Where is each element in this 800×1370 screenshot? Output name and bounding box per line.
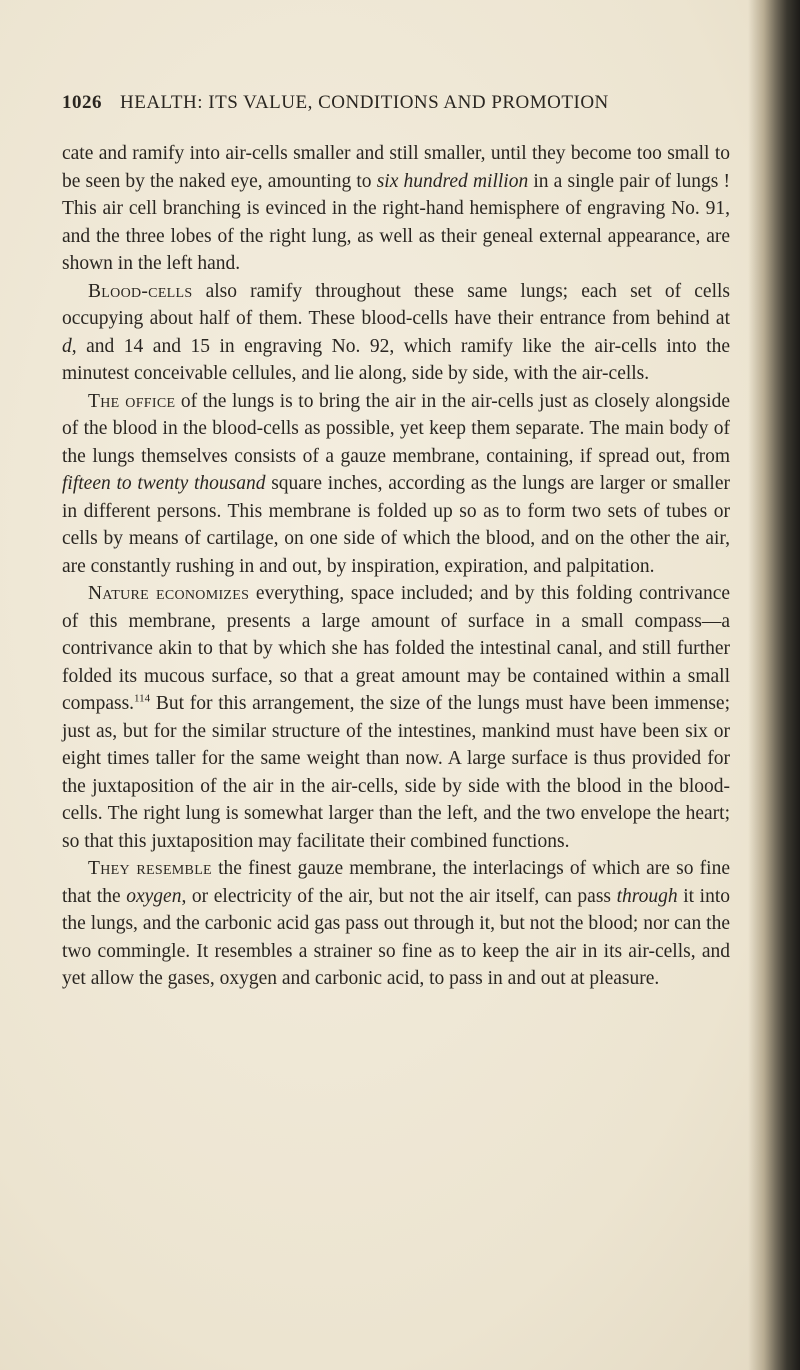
text-run-italic: six hundred million xyxy=(376,170,529,192)
footnote-reference: 114 xyxy=(134,692,151,705)
body-text xyxy=(62,140,730,993)
paragraph-5 xyxy=(62,855,730,993)
text-run: everything, space included; and by this folding contrivance of this membrane, presents a large amount of surface in a small compass—a contrivance akin to that by which she has folded the intestinal canal, and still further folded its mucous surface, so that a great amount may be contained within a small compass. xyxy=(62,583,730,714)
paragraph-lead-smallcaps: Blood-cells xyxy=(88,280,193,302)
page-binding-shadow xyxy=(748,0,800,1370)
text-run: it into the lungs, and the carbonic acid gas pass out through it, but not the blood; nor can the two commingle. It resembles a strainer so fine as to keep the air in its air-cells, and yet allow the gases, oxygen and carbonic acid, to pass in and out at pleasure. xyxy=(62,885,730,989)
paragraph-lead-smallcaps: The office xyxy=(88,390,176,412)
text-run-italic: oxygen xyxy=(126,885,182,907)
paragraph-2 xyxy=(62,278,730,388)
text-run: cate xyxy=(62,143,94,164)
page-number: 1026 xyxy=(62,92,102,113)
running-title: HEALTH: ITS VALUE, CONDITIONS AND PROMOTION xyxy=(120,92,609,113)
text-run-italic: fifteen to twenty thousand xyxy=(62,473,266,494)
text-run: But for this arrangement, the size of the lungs must have been immense; just as, but for the similar structure of the intestines, mankind must have been six or eight times taller for the same weight than now. A large surface is thus provided for the juxtaposition of the air in the air-cells, side by side with the blood in the blood-cells. The right lung is somewhat larger than the left, and the two envelope the heart; so that this juxtaposition may facilitate their combined functions. xyxy=(62,693,730,852)
paragraph-3 xyxy=(62,388,730,581)
text-run: , or electricity of the air, but not the air itself, can pass xyxy=(181,885,617,907)
paragraph-1 xyxy=(62,140,730,278)
text-run-italic: d xyxy=(62,335,72,357)
text-run-italic: through xyxy=(616,885,678,907)
text-run: , and 14 and 15 in engraving No. 92, which ramify like the air-cells into the minutest conceivable cellules, and lie along, side by side, with the air-cells. xyxy=(62,335,730,384)
text-run: the finest gauze membrane, the interlacings of which are so fine that the xyxy=(62,858,730,907)
text-run: square inches, according as the lungs are larger or smaller in different persons. This membrane is folded up so as to form two sets of tubes or cells by means of cartilage, on one side of which the blood, and on the other the air, are constantly rushing in and out, by inspiration, expiration, and palpitation. xyxy=(62,473,730,577)
text-run: also ramify throughout these same lungs; each set of cells occupying about half of them. These blood-cells have their entrance from behind at xyxy=(62,280,730,329)
paragraph-lead-smallcaps: Nature economizes xyxy=(88,583,250,604)
paragraph-lead-smallcaps: They resemble xyxy=(88,858,212,879)
text-run: of the lungs is to bring the air in the air-cells just as closely alongside of the blood in the blood-cells as possible, yet keep them separate. The main body of the lungs themselves consists of a gauze membrane, containing, if spread out, from xyxy=(62,390,731,467)
text-run: in a single pair of lungs ! This air cell branching is evinced in the right-hand hemisphere of engraving No. 91, and the three lobes of the right lung, as well as their geneal external appearance, are shown in the left hand. xyxy=(62,170,731,274)
running-header xyxy=(62,92,722,114)
text-run: and ramify into air-cells smaller and still smaller, until they become too small to be seen by the naked eye, amounting to xyxy=(62,143,730,192)
paragraph-4 xyxy=(62,580,730,855)
